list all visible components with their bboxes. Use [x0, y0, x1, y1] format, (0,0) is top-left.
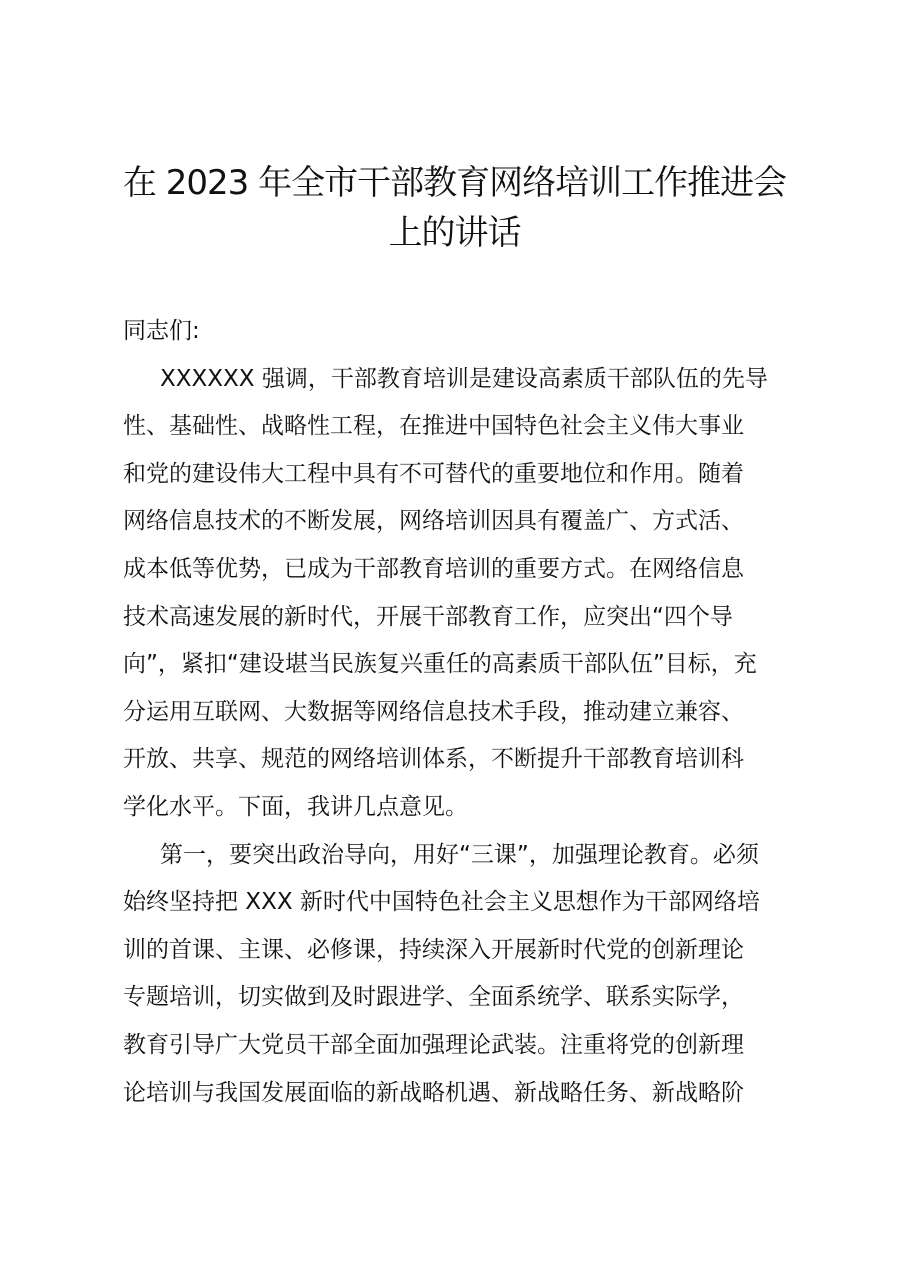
- text-line: 第一，要突出政治导向，用好“三课”，加强理论教育。必须: [160, 841, 759, 868]
- text-line: 始终坚持把 XXX 新时代中国特色社会主义思想作为干部网络培: [123, 889, 760, 916]
- text-line: 论培训与我国发展面临的新战略机遇、新战略任务、新战略阶: [123, 1079, 744, 1106]
- text-line: 学化水平。下面，我讲几点意见。: [123, 793, 468, 820]
- title-line: 在 2023 年全市干部教育网络培训工作推进会: [122, 163, 787, 203]
- document-title: [100, 158, 809, 258]
- text-line: 分运用互联网、大数据等网络信息技术手段，推动建立兼容、: [123, 698, 744, 725]
- paragraph-2: [123, 832, 803, 1118]
- text-line: 成本低等优势，已成为干部教育培训的重要方式。在网络信息: [123, 555, 744, 582]
- text-line: 向”，紧扣“建设堪当民族复兴重任的高素质干部队伍”目标，充: [123, 651, 757, 678]
- text-line: 和党的建设伟大工程中具有不可替代的重要地位和作用。随着: [123, 460, 744, 487]
- text-line: 训的首课、主课、必修课，持续深入开展新时代党的创新理论: [123, 936, 744, 963]
- text-line: 专题培训，切实做到及时跟进学、全面系统学、联系实际学，: [123, 984, 744, 1011]
- text-line: 开放、共享、规范的网络培训体系，不断提升干部教育培训科: [123, 746, 744, 773]
- text-line: 性、基础性、战略性工程，在推进中国特色社会主义伟大事业: [123, 413, 744, 440]
- title-line: 上的讲话: [388, 213, 521, 253]
- salutation: 同志们:: [123, 318, 200, 344]
- text-line: 教育引导广大党员干部全面加强理论武装。注重将党的创新理: [123, 1031, 744, 1058]
- paragraph-1: [123, 356, 803, 832]
- text-line: 网络信息技术的不断发展，网络培训因具有覆盖广、方式活、: [123, 508, 744, 535]
- document-body: [123, 308, 803, 1117]
- text-line: XXXXXX 强调，干部教育培训是建设高素质干部队伍的先导: [160, 365, 768, 392]
- text-line: 技术高速发展的新时代，开展干部教育工作，应突出“四个导: [123, 603, 733, 630]
